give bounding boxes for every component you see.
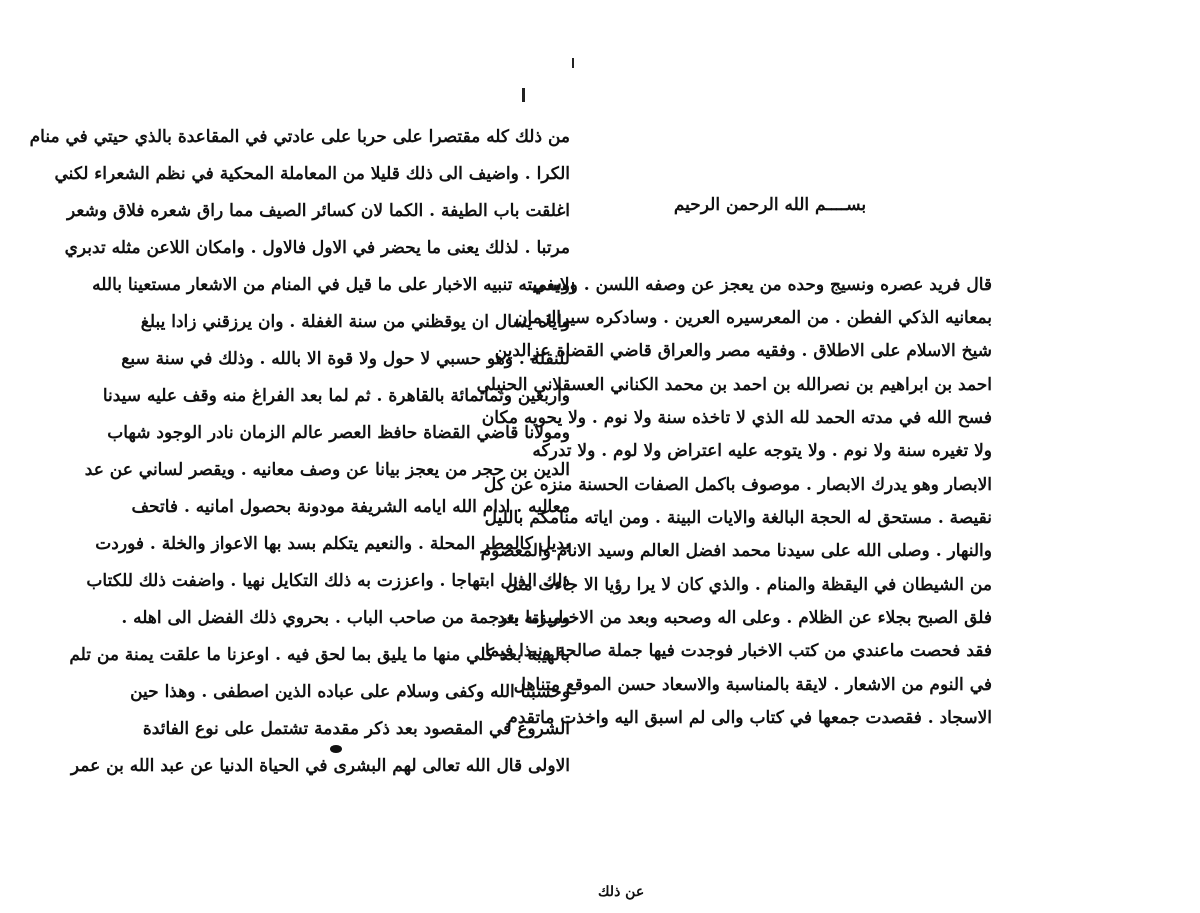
text-line: الدين بن حجر من يعجز بيانا عن وصف معانيه . ويقصر لساني عن عد (84, 460, 570, 480)
text-line: ذلك الذيل ابتهاجا . واعززت به ذلك التكايل نهيا . واضفت ذلك للكتاب (86, 571, 570, 591)
text-line: بديل كالمطر المحلة . والنعيم يتكلم بسد بها الاعواز والخلة . فوردت (95, 534, 570, 554)
text-line: اغلقت باب الطيفة . الكما لان كسائر الصيف مما راق شعره فلاق وشعر (67, 201, 570, 221)
right-page-text (476, 190, 992, 850)
text-line: للنقلة . وهو حسبي لا حول ولا قوة الا بالله . وذلك في سنة سبع (121, 349, 570, 369)
text-line: الكرا . واضيف الى ذلك قليلا من المعاملة المحكية في نظم الشعراء لكني (54, 164, 570, 184)
text-line: معاليه . ادام الله ايامه الشريفة مودونة بحصول امانيه . فاتحف (131, 497, 570, 517)
text-line: من الشيطان في اليقظة والمنام . والذي كان لا يرا رؤيا الا جاءت مثل (505, 575, 992, 595)
text-line: ولا تغيره سنة ولا نوم . ولا يتوجه عليه اعتراض ولا لوم . ولا تدركه (532, 441, 992, 461)
text-line: الاولى قال الله تعالى لهم البشرى في الحياة الدنيا عن عبد الله بن عمر (70, 756, 570, 776)
text-line: وسميته تنبيه الاخبار على ما قيل في المنام من الاشعار مستعينا بالله (92, 275, 570, 295)
text-line: فلق الصبح بجلاء عن الظلام . وعلى اله وصحبه وبعد من الاخبار اما بعد (497, 608, 992, 628)
text-line: فقد فحصت ماعندي من كتب الاخبار فوجدت فيها جملة صالحة ونبذا فيما (484, 641, 992, 661)
catchword: عن ذلك (598, 884, 645, 900)
gutter-mark-middle (522, 88, 525, 102)
text-line: فسح الله في مدته الحمد لله الذي لا تاخذه سنة ولا نوم . ولا يحويه مكان (481, 408, 992, 428)
text-line: الابصار وهو يدرك الابصار . موصوف باكمل الصفات الحسنة منزه عن كل (483, 475, 992, 495)
text-line: ومولانا قاضي القضاة حافظ العصر عالم الزمان نادر الوجود شهاب (107, 423, 570, 443)
text-line: وميزته بترجمة من صاحب الباب . بحروي ذلك الفضل الى اهله . (121, 608, 570, 628)
text-line: الاسجاد . فقصدت جمعها في كتاب والى لم اسبق اليه واخذت ماتقدم (507, 708, 992, 728)
text-line: من ذلك كله مقتصرا على حربا على عادتي في المقاعدة بالذي حيتي في منام (29, 127, 570, 147)
text-line: شيخ الاسلام على الاطلاق . وفقيه مصر والعراق قاضي القضاة عزالدين (494, 341, 992, 361)
text-line: وحسبنا الله وكفى وسلام على عباده الذين اصطفى . وهذا حين (130, 682, 570, 702)
text-line: في النوم من الاشعار . لايقة بالمناسبة والاسعاد حسن الموقع متناهل (513, 675, 992, 695)
text-line: نقيصة . مستحق له الحجة البالغة والايات البينة . ومن اياته منامكم بالليل (484, 508, 992, 528)
text-line: والنهار . وصلى الله على سيدنا محمد افضل العالم وسيد الانام والمعصوم (480, 541, 992, 561)
left-page-text (29, 118, 570, 858)
gutter-mark-top (572, 58, 574, 68)
text-line: الشروع في المقصود بعد ذكر مقدمة تشتمل على نوع الفائدة (142, 719, 570, 739)
text-line: بمعانيه الذكي الفطن . من المعرسيره العرين . وسادكره سيرالزمان (514, 308, 992, 328)
text-line: قال فريد عصره ونسيج وحده من يعجز عن وصفه اللسن . ولايفي (532, 275, 992, 295)
text-line: احمد بن ابراهيم بن نصرالله بن احمد بن محمد الكناني العسقلاني الحنبلي (476, 375, 992, 395)
text-line: واياه يسال ان يوقظني من سنة الغفلة . وان يرزقني زادا يبلغ (140, 312, 570, 332)
text-line: واربعين وثمانمائة بالقاهرة . ثم لما بعد الفراغ منه وقف عليه سيدنا (102, 386, 570, 406)
ink-blot (330, 745, 342, 753)
text-line: بالهيبة بعد كلي منها ما يليق بما لحق فيه . اوعزنا ما علقت يمنة من تلم (69, 645, 570, 665)
text-line: مرتبا . لذلك يعنى ما يحضر في الاول فالاول . وامكان اللاعن مثله تدبري (64, 238, 570, 258)
basmala-heading: بســــم الله الرحمن الرحيم (673, 195, 867, 215)
